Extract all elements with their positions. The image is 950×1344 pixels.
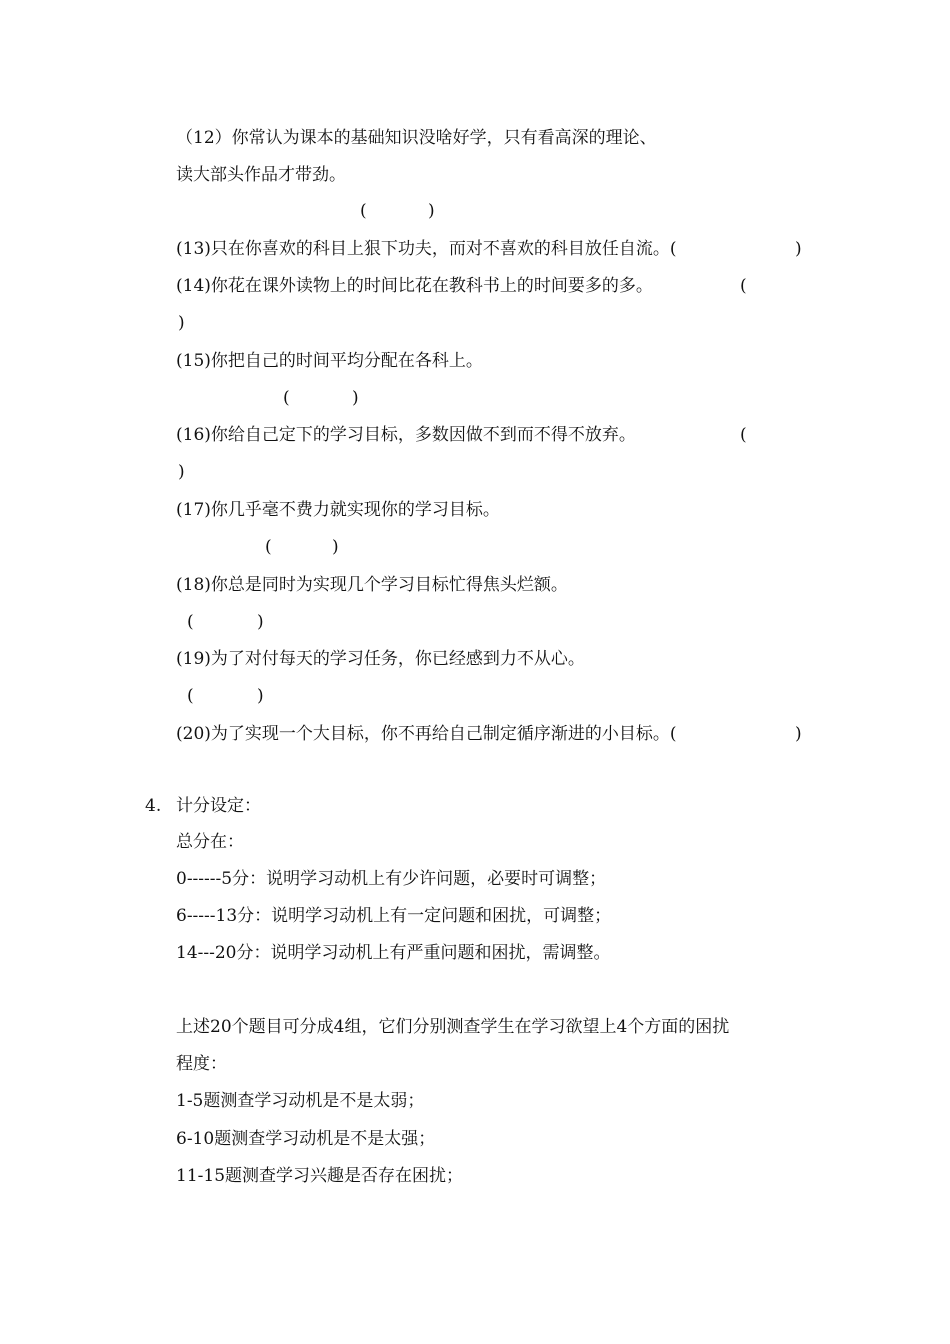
question-13: (13)只在你喜欢的科目上狠下功夫，而对不喜欢的科目放任自流。(	[176, 239, 677, 259]
score-range: 6-----13分：说明学习动机上有一定问题和困扰，可调整；	[176, 906, 612, 926]
group-item: 6-10题测查学习动机是不是太强；	[176, 1129, 436, 1149]
answer-blank-open: (	[187, 686, 194, 706]
answer-blank-open: (	[187, 612, 194, 632]
groups-intro-line-2: 程度：	[176, 1054, 227, 1074]
question-20: (20)为了实现一个大目标，你不再给自己制定循序渐进的小目标。(	[176, 724, 677, 744]
answer-blank-open: (	[740, 276, 747, 296]
question-12-line-1: （12）你常认为课本的基础知识没啥好学，只有看高深的理论、	[176, 128, 657, 148]
answer-blank-close: )	[332, 537, 339, 557]
question-15: (15)你把自己的时间平均分配在各科上。	[176, 351, 483, 371]
answer-blank-close: )	[795, 239, 802, 259]
answer-blank-open: (	[283, 388, 290, 408]
answer-blank-close: )	[428, 201, 435, 221]
question-12-line-2: 读大部头作品才带劲。	[176, 165, 346, 185]
answer-blank-close: )	[795, 724, 802, 744]
answer-blank-open: (	[265, 537, 272, 557]
answer-blank-close: )	[257, 686, 264, 706]
answer-blank-close: )	[178, 313, 185, 333]
group-item: 11-15题测查学习兴趣是否存在困扰；	[176, 1166, 464, 1186]
score-range: 14---20分：说明学习动机上有严重问题和困扰，需调整。	[176, 943, 611, 963]
answer-blank-open: (	[360, 201, 367, 221]
section-number: 4.	[145, 796, 162, 816]
question-18: (18)你总是同时为实现几个学习目标忙得焦头烂额。	[176, 575, 568, 595]
answer-blank-close: )	[352, 388, 359, 408]
question-14: (14)你花在课外读物上的时间比花在教科书上的时间要多的多。	[176, 276, 653, 296]
question-19: (19)为了对付每天的学习任务，你已经感到力不从心。	[176, 649, 585, 669]
answer-blank-open: (	[740, 425, 747, 445]
score-range: 0------5分：说明学习动机上有少许问题，必要时可调整；	[176, 869, 607, 889]
groups-intro-line-1: 上述20个题目可分成4组，它们分别测查学生在学习欲望上4个方面的困扰	[176, 1017, 730, 1037]
section-heading: 计分设定：	[176, 796, 261, 816]
question-16: (16)你给自己定下的学习目标，多数因做不到而不得不放弃。	[176, 425, 636, 445]
question-17: (17)你几乎毫不费力就实现你的学习目标。	[176, 500, 500, 520]
answer-blank-close: )	[178, 462, 185, 482]
group-item: 1-5题测查学习动机是不是太弱；	[176, 1091, 425, 1111]
answer-blank-close: )	[257, 612, 264, 632]
total-label: 总分在：	[176, 832, 244, 852]
